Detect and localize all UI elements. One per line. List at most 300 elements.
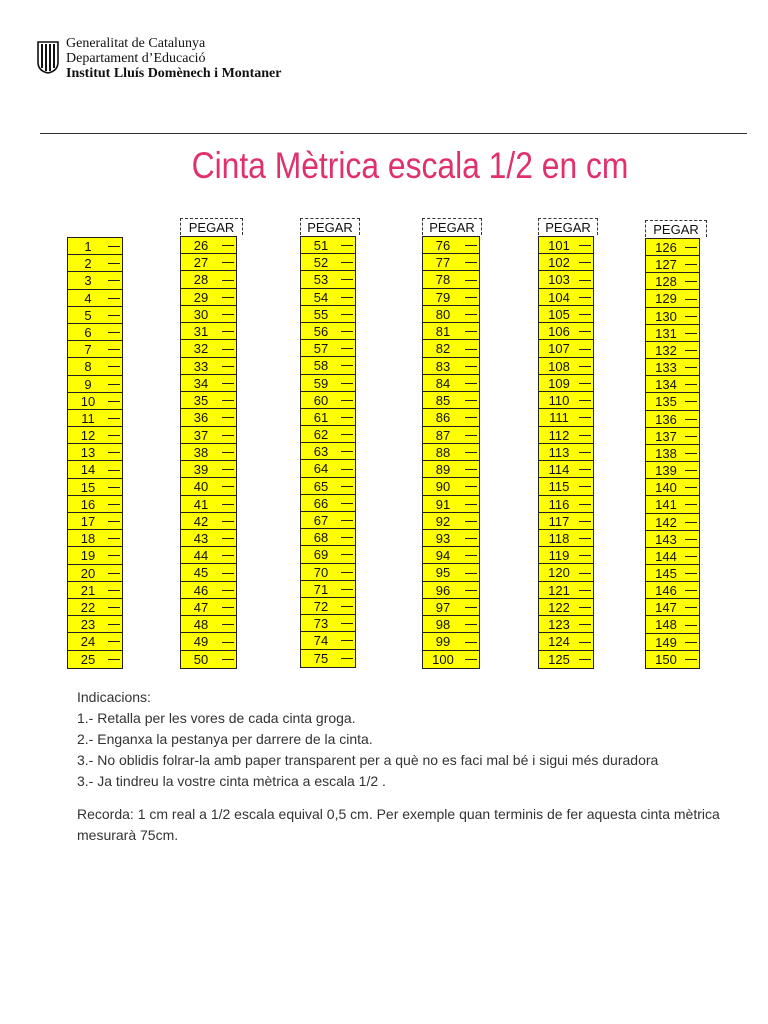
cm-number: 92	[435, 513, 451, 529]
cm-number: 117	[548, 513, 570, 529]
tick-mark	[685, 367, 697, 368]
tape-cell	[423, 564, 479, 581]
tick-mark	[685, 573, 697, 574]
cm-number: 49	[193, 634, 209, 650]
cm-number: 140	[655, 480, 677, 496]
cm-number: 28	[193, 272, 209, 288]
cm-number: 9	[84, 376, 92, 392]
tape-strip	[645, 238, 700, 669]
tick-mark	[685, 470, 697, 471]
tape-cell	[301, 289, 355, 306]
tick-mark	[685, 453, 697, 454]
tick-mark	[222, 555, 234, 556]
tape-cell	[181, 599, 236, 616]
tape-3	[300, 218, 360, 668]
tick-mark	[222, 624, 234, 625]
tape-cell	[646, 531, 699, 548]
tick-mark	[108, 624, 120, 625]
tick-mark	[685, 264, 697, 265]
cm-number: 76	[435, 238, 451, 253]
tape-cell	[181, 513, 236, 530]
tick-mark	[579, 555, 591, 556]
tick-mark	[108, 384, 120, 385]
tick-mark	[108, 315, 120, 316]
cm-number: 136	[655, 411, 677, 427]
tape-cell	[539, 478, 593, 495]
tape-cell	[301, 512, 355, 529]
cm-number: 108	[548, 358, 570, 374]
cm-number: 48	[193, 617, 209, 633]
tape-cell	[68, 427, 122, 444]
cm-number: 61	[313, 409, 329, 425]
cm-number: 22	[80, 599, 96, 615]
tick-mark	[579, 297, 591, 298]
tick-mark	[579, 452, 591, 453]
cm-number: 12	[80, 428, 96, 444]
tick-mark	[222, 573, 234, 574]
tape-cell	[539, 427, 593, 444]
cm-number: 56	[313, 323, 329, 339]
cm-number: 114	[548, 462, 570, 478]
cm-number: 96	[435, 582, 451, 598]
tick-mark	[108, 435, 120, 436]
tape-cell	[539, 496, 593, 513]
tick-mark	[222, 521, 234, 522]
tape-cell	[301, 375, 355, 392]
tick-mark	[222, 297, 234, 298]
cm-number: 109	[548, 375, 570, 391]
tape-cell	[181, 530, 236, 547]
tick-mark	[222, 659, 234, 660]
tape-cell	[181, 633, 236, 650]
tape-cell	[68, 341, 122, 358]
tape-cell	[181, 358, 236, 375]
cm-number: 101	[548, 238, 570, 253]
tape-cell	[423, 427, 479, 444]
tick-mark	[222, 314, 234, 315]
tape-cell	[301, 306, 355, 323]
tape-cell	[68, 547, 122, 564]
tape-cell	[181, 564, 236, 581]
tick-mark	[341, 554, 353, 555]
tape-cell	[539, 444, 593, 461]
cm-number: 124	[548, 634, 570, 650]
tape-cell	[68, 255, 122, 272]
tick-mark	[685, 556, 697, 557]
cm-number: 44	[193, 548, 209, 564]
cm-number: 73	[313, 616, 329, 632]
cm-number: 47	[193, 599, 209, 615]
cm-number: 33	[193, 358, 209, 374]
tape-cell	[181, 323, 236, 340]
tick-mark	[465, 331, 477, 332]
cm-number: 46	[193, 582, 209, 598]
cm-number: 147	[655, 600, 677, 616]
tick-mark	[341, 400, 353, 401]
tape-cell	[68, 324, 122, 341]
spacer	[77, 792, 757, 804]
tape-cell	[539, 392, 593, 409]
tape-cell	[181, 478, 236, 495]
cm-number: 1	[84, 239, 92, 254]
tick-mark	[108, 573, 120, 574]
tape-cell	[68, 238, 122, 255]
cm-number: 52	[313, 255, 329, 271]
tick-mark	[685, 401, 697, 402]
tape-cell	[301, 581, 355, 598]
tick-mark	[341, 537, 353, 538]
tape-cell	[423, 375, 479, 392]
tick-mark	[685, 625, 697, 626]
cm-number: 55	[313, 306, 329, 322]
tick-mark	[222, 538, 234, 539]
tick-mark	[685, 590, 697, 591]
tick-mark	[222, 590, 234, 591]
tape-cell	[539, 547, 593, 564]
tape-cell	[68, 479, 122, 496]
cm-number: 41	[193, 496, 209, 512]
tape-strip	[300, 236, 356, 668]
tick-mark	[465, 417, 477, 418]
tape-cell	[301, 340, 355, 357]
tape-cell	[423, 478, 479, 495]
cm-number: 132	[655, 342, 677, 358]
tick-mark	[579, 435, 591, 436]
cm-number: 134	[655, 377, 677, 393]
tape-cell	[539, 651, 593, 668]
cm-number: 81	[435, 324, 451, 340]
tick-mark	[685, 607, 697, 608]
cm-number: 91	[435, 496, 451, 512]
pegar-tab: PEGAR	[180, 218, 243, 235]
tick-mark	[685, 642, 697, 643]
cm-number: 106	[548, 324, 570, 340]
tick-mark	[108, 607, 120, 608]
tape-cell	[646, 634, 699, 651]
tick-mark	[108, 401, 120, 402]
tape-cell	[646, 376, 699, 393]
instruction-step: 2.- Enganxa la pestanya per darrere de la cinta.	[77, 731, 373, 747]
tick-mark	[108, 418, 120, 419]
cm-number: 138	[655, 445, 677, 461]
tape-cell	[301, 632, 355, 649]
cm-number: 51	[313, 238, 329, 253]
tick-mark	[465, 573, 477, 574]
cm-number: 11	[81, 410, 95, 426]
tape-cell	[301, 237, 355, 254]
cm-number: 125	[548, 651, 570, 667]
cm-number: 69	[313, 547, 329, 563]
tape-strip	[180, 236, 237, 669]
cm-number: 15	[80, 479, 96, 495]
tick-mark	[108, 332, 120, 333]
cm-number: 83	[435, 358, 451, 374]
cm-number: 35	[193, 393, 209, 409]
tick-mark	[341, 572, 353, 573]
tape-cell	[646, 496, 699, 513]
tape-cell	[301, 271, 355, 288]
tick-mark	[341, 383, 353, 384]
cm-number: 89	[435, 462, 451, 478]
tape-cell	[539, 599, 593, 616]
cm-number: 111	[549, 410, 569, 426]
tick-mark	[579, 624, 591, 625]
tick-mark	[222, 607, 234, 608]
tick-mark	[579, 642, 591, 643]
cm-number: 78	[435, 272, 451, 288]
tape-cell	[301, 564, 355, 581]
tick-mark	[108, 246, 120, 247]
instruction-step: 1.- Retalla per les vores de cada cinta groga.	[77, 710, 356, 726]
tape-cell	[646, 548, 699, 565]
tick-mark	[579, 245, 591, 246]
tick-mark	[108, 452, 120, 453]
tick-mark	[465, 486, 477, 487]
tick-mark	[222, 469, 234, 470]
tape-cell	[646, 462, 699, 479]
tape-cell	[301, 529, 355, 546]
cm-number: 146	[655, 583, 677, 599]
cm-number: 77	[435, 255, 451, 271]
cm-number: 66	[313, 495, 329, 511]
cm-number: 57	[313, 341, 329, 357]
tape-strip	[422, 236, 480, 669]
tick-mark	[108, 366, 120, 367]
tick-mark	[465, 452, 477, 453]
cm-number: 142	[655, 514, 677, 530]
tick-mark	[465, 349, 477, 350]
cm-number: 7	[84, 342, 92, 358]
tape-cell	[539, 461, 593, 478]
tick-mark	[341, 279, 353, 280]
tick-mark	[341, 589, 353, 590]
cm-number: 37	[193, 427, 209, 443]
tick-mark	[341, 520, 353, 521]
tick-mark	[685, 333, 697, 334]
tape-cell	[423, 444, 479, 461]
tick-mark	[341, 469, 353, 470]
tick-mark	[685, 659, 697, 660]
tick-mark	[685, 436, 697, 437]
tape-cell	[423, 306, 479, 323]
tape-cell	[301, 254, 355, 271]
tick-mark	[579, 262, 591, 263]
tick-mark	[465, 590, 477, 591]
cm-number: 21	[80, 582, 96, 598]
tick-mark	[341, 623, 353, 624]
tape-cell	[646, 599, 699, 616]
tick-mark	[685, 419, 697, 420]
tape-cell	[539, 254, 593, 271]
cm-number: 144	[655, 548, 677, 564]
cm-number: 82	[435, 341, 451, 357]
cm-number: 90	[435, 479, 451, 495]
tape-cell	[539, 582, 593, 599]
cm-number: 133	[655, 360, 677, 376]
tape-cell	[646, 290, 699, 307]
tick-mark	[222, 435, 234, 436]
cm-number: 118	[548, 530, 570, 546]
tick-mark	[108, 555, 120, 556]
tick-mark	[108, 659, 120, 660]
tick-mark	[108, 521, 120, 522]
tick-mark	[579, 400, 591, 401]
cm-number: 86	[435, 410, 451, 426]
tick-mark	[222, 280, 234, 281]
tick-mark	[341, 331, 353, 332]
tick-mark	[579, 659, 591, 660]
tape-cell	[181, 616, 236, 633]
cm-number: 129	[655, 291, 677, 307]
tick-mark	[222, 245, 234, 246]
cm-number: 32	[193, 341, 209, 357]
cm-number: 50	[193, 651, 209, 667]
tape-5	[538, 218, 598, 669]
pegar-tab: PEGAR	[422, 218, 482, 235]
tick-mark	[465, 659, 477, 660]
tick-mark	[685, 299, 697, 300]
cm-number: 149	[655, 634, 677, 650]
tape-strip	[67, 237, 123, 669]
cm-number: 53	[313, 272, 329, 288]
tape-6	[645, 220, 707, 669]
cm-number: 98	[435, 617, 451, 633]
cm-number: 18	[80, 531, 96, 547]
tick-mark	[579, 331, 591, 332]
cm-number: 34	[193, 375, 209, 391]
cm-number: 74	[313, 633, 329, 649]
tape-cell	[301, 392, 355, 409]
cm-number: 24	[80, 634, 96, 650]
tape-cell	[181, 392, 236, 409]
tape-4	[422, 218, 482, 669]
tape-cell	[301, 546, 355, 563]
tape-cell	[423, 271, 479, 288]
tick-mark	[465, 262, 477, 263]
tape-cell	[68, 461, 122, 478]
tape-cell	[68, 307, 122, 324]
cm-number: 65	[313, 478, 329, 494]
cm-number: 122	[548, 599, 570, 615]
instruction-step: 3.- No oblidis folrar-la amb paper transparent per a què no es faci mal bé i sigui més duradora	[77, 752, 659, 768]
tape-cell	[301, 323, 355, 340]
tick-mark	[685, 504, 697, 505]
tick-mark	[579, 504, 591, 505]
pegar-tab: PEGAR	[300, 218, 360, 235]
tick-mark	[579, 590, 591, 591]
tick-mark	[341, 503, 353, 504]
tape-cell	[301, 443, 355, 460]
tick-mark	[222, 452, 234, 453]
tick-mark	[579, 607, 591, 608]
tick-mark	[579, 417, 591, 418]
cm-number: 121	[548, 582, 570, 598]
cm-number: 80	[435, 306, 451, 322]
tape-cell	[301, 409, 355, 426]
cm-number: 97	[435, 599, 451, 615]
cm-number: 87	[435, 427, 451, 443]
header-divider	[40, 133, 747, 134]
cm-number: 113	[548, 444, 570, 460]
tick-mark	[579, 486, 591, 487]
tick-mark	[222, 262, 234, 263]
tape-cell	[539, 306, 593, 323]
tick-mark	[341, 434, 353, 435]
cm-number: 126	[655, 240, 677, 255]
tick-mark	[222, 417, 234, 418]
cm-number: 135	[655, 394, 677, 410]
tick-mark	[685, 281, 697, 282]
tick-mark	[108, 504, 120, 505]
cm-number: 63	[313, 444, 329, 460]
tick-mark	[579, 349, 591, 350]
cm-number: 58	[313, 358, 329, 374]
cm-number: 70	[313, 564, 329, 580]
cm-number: 45	[193, 565, 209, 581]
tick-mark	[341, 451, 353, 452]
tape-cell	[423, 513, 479, 530]
instructions-heading: Indicacions:	[77, 689, 151, 705]
tape-cell	[539, 616, 593, 633]
cm-number: 94	[435, 548, 451, 564]
tape-cell	[181, 651, 236, 668]
cm-number: 99	[435, 634, 451, 650]
tick-mark	[685, 350, 697, 351]
cm-number: 139	[655, 463, 677, 479]
tape-cell	[539, 358, 593, 375]
tape-cell	[68, 582, 122, 599]
tick-mark	[465, 297, 477, 298]
tick-mark	[341, 348, 353, 349]
cm-number: 17	[80, 514, 96, 529]
tape-cell	[423, 323, 479, 340]
cm-number: 67	[313, 513, 329, 528]
tape-cell	[646, 393, 699, 410]
tape-cell	[646, 565, 699, 582]
tape-cell	[181, 271, 236, 288]
tape-cell	[646, 616, 699, 633]
tape-strip	[538, 236, 594, 669]
tape-cell	[423, 358, 479, 375]
tick-mark	[108, 590, 120, 591]
tick-mark	[685, 487, 697, 488]
cm-number: 128	[655, 274, 677, 290]
tick-mark	[341, 640, 353, 641]
cm-number: 26	[193, 238, 209, 253]
header-line-department: Departament d’Educació	[66, 51, 206, 66]
tick-mark	[108, 470, 120, 471]
tape-cell	[423, 599, 479, 616]
cm-number: 93	[435, 530, 451, 546]
tick-mark	[341, 245, 353, 246]
cm-number: 38	[193, 444, 209, 460]
tick-mark	[579, 280, 591, 281]
cm-number: 127	[655, 257, 677, 273]
cm-number: 75	[313, 650, 329, 666]
tape-cell	[646, 342, 699, 359]
cm-number: 25	[80, 651, 96, 667]
tape-cell	[423, 651, 479, 668]
cm-number: 123	[548, 617, 570, 633]
tape-cell	[68, 444, 122, 461]
tape-cell	[423, 392, 479, 409]
tape-cell	[423, 633, 479, 650]
cm-number: 88	[435, 444, 451, 460]
tick-mark	[465, 400, 477, 401]
cm-number: 84	[435, 375, 451, 391]
cm-number: 130	[655, 308, 677, 324]
tape-cell	[646, 239, 699, 256]
